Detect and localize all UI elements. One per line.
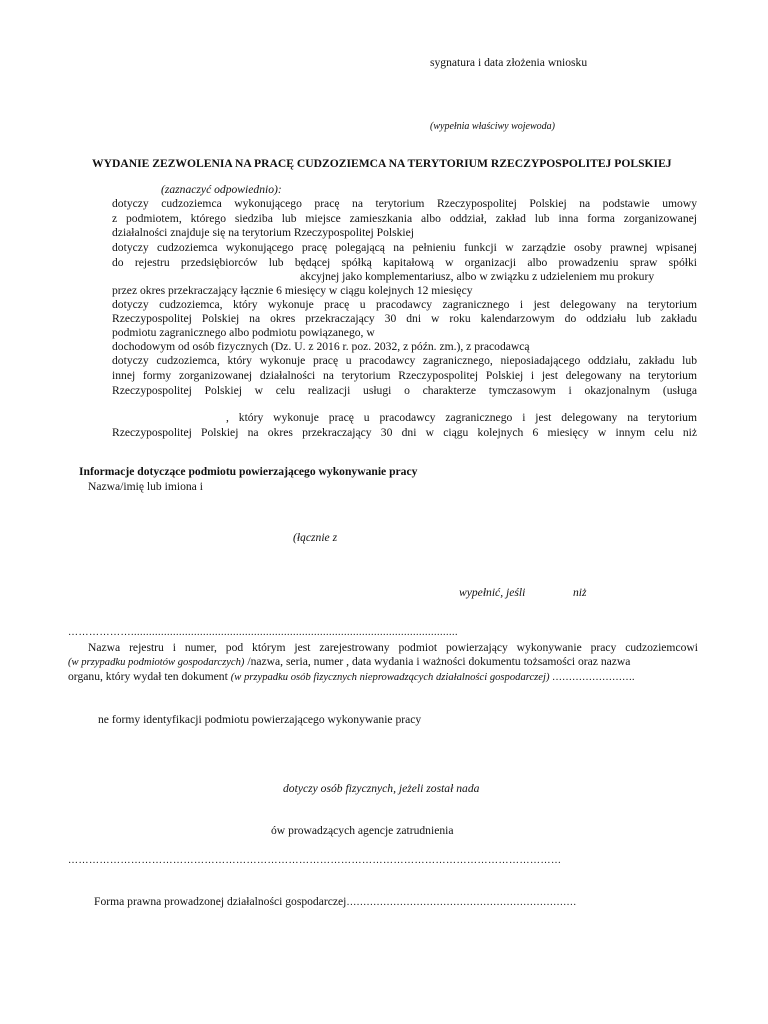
option-b-line-2: do rejestru przedsiębiorców lub będącej spółką kapitałową w organizacji albo prowadzeniu spraw spółki <box>112 256 697 269</box>
name-label: Nazwa/imię lub imiona i <box>88 480 203 493</box>
option-c-line-4: dochodowym od osób fizycznych (Dz. U. z 2016 r. poz. 2032, z późn. zm.), z pracodawcą <box>112 340 530 353</box>
section-heading: Informacje dotyczące podmiotu powierzającego wykonywanie pracy <box>79 465 418 478</box>
registry-line-1: Nazwa rejestru i numer, pod którym jest zarejestrowany podmiot powierzający wykonywanie pracy cudzoziemcowi <box>88 641 698 654</box>
legal-form-line <box>94 895 576 910</box>
option-d-line-2: innej formy zorganizowanej działalności na terytorium Rzeczypospolitej Polskiej i jest delegowany na terytorium <box>112 369 697 382</box>
registry-line-2 <box>68 655 708 670</box>
option-c-line-1: dotyczy cudzoziemca, który wykonuje pracę u pracodawcy zagranicznego i jest delegowany na terytorium <box>112 298 697 311</box>
other-id-label: ne formy identyfikacji podmiotu powierzającego wykonywanie pracy <box>98 713 422 726</box>
legal-form-field[interactable]: …………………………………………………………… <box>346 897 577 908</box>
signature-label: sygnatura i data złożenia wniosku <box>430 56 588 69</box>
option-b-line-4: przez okres przekraczający łącznie 6 miesięcy w ciągu kolejnych 12 miesięcy <box>112 284 473 297</box>
option-e-line-1: , który wykonuje pracę u pracodawcy zagranicznego i jest delegowany na terytorium <box>226 411 697 424</box>
niz-note: niż <box>573 586 587 599</box>
instruction-note: (zaznaczyć odpowiednio): <box>161 183 282 196</box>
registry-doc-fields: /nazwa, seria, numer , data wydania i ważności dokumentu tożsamości oraz nazwa <box>244 655 631 668</box>
registry-note-business: (w przypadku podmiotów gospodarczych) <box>68 657 245 668</box>
option-a-line-2: z podmiotem, którego siedziba lub miejsce zamieszkania albo oddział, zakład lub inna forma zorganizowanej <box>112 212 697 225</box>
registry-dots: ……………………. <box>549 672 635 683</box>
voivode-note: (wypełnia właściwy wojewoda) <box>430 121 555 132</box>
option-b-line-3: akcyjnej jako komplementariusz, albo w związku z udzieleniem mu prokury <box>300 270 655 283</box>
option-d-line-3: Rzeczypospolitej Polskiej w celu realizacji usługi o charakterze tymczasowym i okazjonalnym (usługa <box>112 384 697 397</box>
option-b-line-1: dotyczy cudzoziemca wykonującego pracę polegającą na pełnieniu funkcji w zarządzie osoby prawnej wpisanej <box>112 241 697 254</box>
option-c-line-2: Rzeczypospolitej Polskiej na okres przekraczający 30 dni w roku kalendarzowym do oddziału lub zakładu <box>112 312 697 325</box>
natural-persons-note: dotyczy osób fizycznych, jeżeli został nada <box>283 782 480 795</box>
registry-note-persons: (w przypadku osób fizycznych nieprowadzących działalności gospodarczej) <box>230 672 550 683</box>
option-e-line-2: Rzeczypospolitej Polskiej na okres przekraczający 30 dni w ciągu kolejnych 6 miesięcy w innym celu niż <box>112 426 697 439</box>
option-d-line-1: dotyczy cudzoziemca, który wykonuje pracę u pracodawcy zagranicznego, nieposiadającego oddziału, zakładu lub <box>112 354 697 367</box>
page-title: WYDANIE ZEZWOLENIA NA PRACĘ CUDZOZIEMCA NA TERYTORIUM RZECZYPOSPOLITEJ POLSKIEJ <box>92 157 672 170</box>
dots-line-2: …………………………………………………………………………………………………………………………… <box>68 855 562 866</box>
agencies-label: ów prowadzących agencje zatrudnienia <box>271 824 454 837</box>
registry-organ: organu, który wydał ten dokument <box>68 670 231 683</box>
option-a-line-3: działalności znajduje się na terytorium Rzeczypospolitej Polskiej <box>112 226 414 239</box>
registry-line-3 <box>68 670 634 685</box>
dots-line-1: ………………............................................................................................................. <box>68 627 458 638</box>
legal-form-label: Forma prawna prowadzonej działalności gospodarczej <box>94 895 347 908</box>
wypelnic-note: wypełnić, jeśli <box>459 586 526 599</box>
option-a-line-1: dotyczy cudzoziemca wykonującego pracę na terytorium Rzeczypospolitej Polskiej na podstawie umowy <box>112 197 697 210</box>
option-c-line-3: podmiotu zagranicznego albo podmiotu powiązanego, w <box>112 326 375 339</box>
lacznie-note: (łącznie z <box>293 531 338 544</box>
